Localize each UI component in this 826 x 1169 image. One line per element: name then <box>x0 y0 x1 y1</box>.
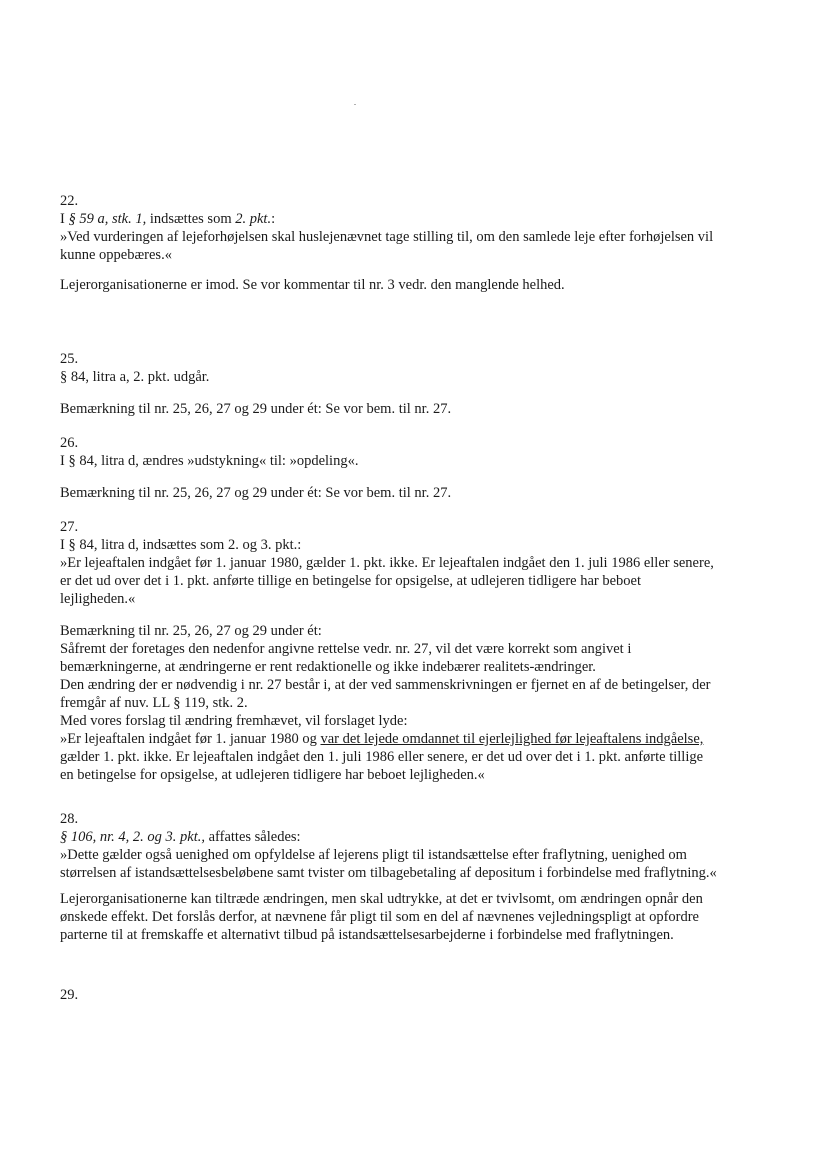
item-number: 26. <box>60 435 79 451</box>
item-28-comment <box>60 890 750 944</box>
quote-line: »Er lejeaftalen indgået før 1. januar 1980, gælder 1. pkt. ikke. Er lejeaftalen indgået den 1. juli 1986 eller senere, <box>60 555 714 571</box>
comment-line: Lejerorganisationerne kan tiltræde ændringen, men skal udtrykke, at det er tvivlsomt, om ændringen opnår den <box>60 891 703 907</box>
item-heading: § 106, nr. 4, 2. og 3. pkt., affattes således: <box>60 829 301 845</box>
item-29 <box>60 986 750 1004</box>
quote-line: lejligheden.« <box>60 591 136 607</box>
item-number: 29. <box>60 987 79 1003</box>
scan-speck <box>354 104 356 105</box>
comment-line: Lejerorganisationerne er imod. Se vor kommentar til nr. 3 vedr. den manglende helhed. <box>60 277 565 293</box>
item-22-comment <box>60 276 750 294</box>
highlighted-change: var det lejede omdannet til ejerlejlighed før lejeaftalens indgåelse, <box>320 731 704 747</box>
remark-line: Med vores forslag til ændring fremhævet, vil forslaget lyde: <box>60 713 408 729</box>
quote-line: »Ved vurderingen af lejeforhøjelsen skal huslejenævnet tage stilling til, om den samlede leje efter forhøjelsen vil <box>60 229 714 245</box>
comment-line: Bemærkning til nr. 25, 26, 27 og 29 under ét: Se vor bem. til nr. 27. <box>60 401 452 417</box>
proposal-line: en betingelse for opsigelse, at udlejeren tidligere har beboet lejligheden.« <box>60 767 485 783</box>
item-number: 25. <box>60 351 79 367</box>
item-number: 22. <box>60 193 79 209</box>
comment-line: ønskede effekt. Det forslås derfor, at nævnene får pligt til som en del af nævnenes vejledningspligt at opfordre <box>60 909 699 925</box>
item-26 <box>60 434 750 470</box>
quote-line: kunne oppebæres.« <box>60 247 172 263</box>
item-heading: § 84, litra a, 2. pkt. udgår. <box>60 369 210 385</box>
item-25 <box>60 350 750 386</box>
remark-line: Den ændring der er nødvendig i nr. 27 består i, at der ved sammenskrivningen er fjernet en af de betingelser, der <box>60 677 711 693</box>
section-reference: § 106, nr. 4, 2. og 3. pkt., <box>60 829 205 845</box>
comment-line: parterne til at fremskaffe et alternativt tilbud på istandsættelsesarbejderne i forbindelse med fraflytningen. <box>60 927 674 943</box>
item-26-comment <box>60 484 750 502</box>
proposal-line: »Er lejeaftalen indgået før 1. januar 1980 og var det lejede omdannet til ejerlejlighed før lejeaftalens indgåelse, <box>60 731 704 747</box>
item-27 <box>60 518 750 608</box>
remark-line: Bemærkning til nr. 25, 26, 27 og 29 under ét: <box>60 623 322 639</box>
comment-line: Bemærkning til nr. 25, 26, 27 og 29 under ét: Se vor bem. til nr. 27. <box>60 485 452 501</box>
item-number: 28. <box>60 811 79 827</box>
section-reference: § 59 a, stk. 1, <box>68 211 147 227</box>
remark-line: Såfremt der foretages den nedenfor angivne rettelse vedr. nr. 27, vil det være korrekt som angivet i <box>60 641 632 657</box>
remark-line: fremgår af nuv. LL § 119, stk. 2. <box>60 695 248 711</box>
item-heading: I § 59 a, stk. 1, indsættes som 2. pkt.: <box>60 211 276 227</box>
item-28 <box>60 810 750 882</box>
proposal-line: gælder 1. pkt. ikke. Er lejeaftalen indgået den 1. juli 1986 eller senere, er det ud over det i 1. pkt. anførte tillige <box>60 749 704 765</box>
quote-line: størrelsen af istandsættelsesbeløbene samt tvister om tilbagebetaling af depositum i forbindelse med fraflytning.« <box>60 865 717 881</box>
item-number: 27. <box>60 519 79 535</box>
item-25-comment <box>60 400 750 418</box>
item-22 <box>60 192 750 264</box>
quote-line: er det ud over det i 1. pkt. anførte tillige en betingelse for opsigelse, at udlejeren tidligere har beboet <box>60 573 642 589</box>
quote-line: »Dette gælder også uenighed om opfyldelse af lejerens pligt til istandsættelse efter fraflytning, uenighed om <box>60 847 687 863</box>
item-27-remark <box>60 622 750 784</box>
remark-line: bemærkningerne, at ændringerne er rent redaktionelle og ikke indebærer realitets-ændringer. <box>60 659 596 675</box>
item-heading: I § 84, litra d, ændres »udstykning« til: »opdeling«. <box>60 453 359 469</box>
item-heading: I § 84, litra d, indsættes som 2. og 3. pkt.: <box>60 537 302 553</box>
